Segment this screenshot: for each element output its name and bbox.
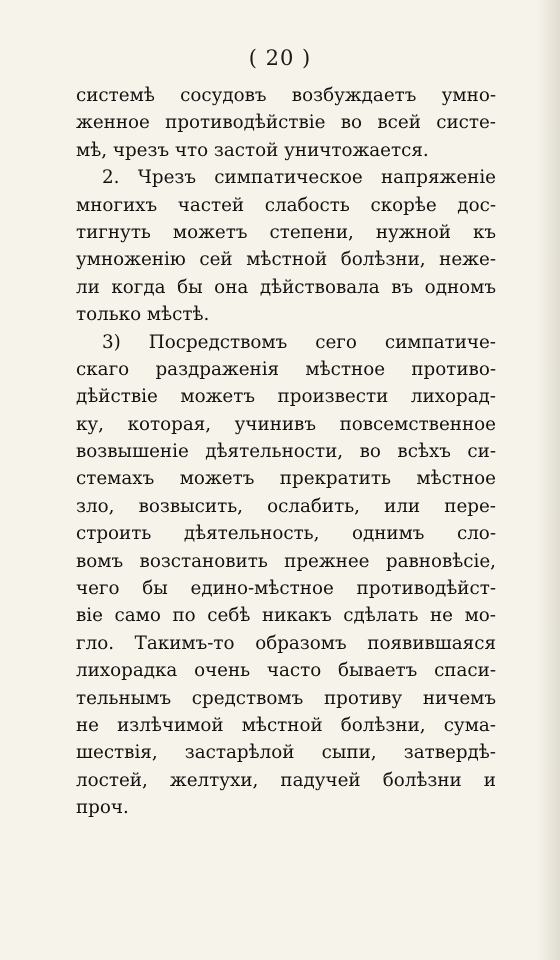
body-text (76, 82, 496, 822)
text-line: дѣйствіе можетъ произвести лихорад- (76, 386, 496, 408)
text-line: тигнуть можетъ степени, нужной къ (76, 221, 496, 243)
text-line: віе само по себѣ никакъ сдѣлать не мо- (76, 605, 496, 627)
text-line: женное противодѣйствіе во всей систе- (76, 112, 496, 134)
text-line: чего бы едино-мѣстное противодѣйст- (76, 578, 496, 600)
text-line: шествія, застарѣлой сыпи, затвердѣ- (76, 742, 496, 764)
text-line: умноженію сей мѣстной болѣзни, неже- (76, 249, 496, 271)
text-line: лостей, желтухи, падучей болѣзни и (76, 769, 496, 791)
text-line: ли когда бы она дѣйствовала въ одномъ (76, 276, 496, 298)
text-line: тельнымъ средствомъ противу ничемъ (76, 687, 496, 709)
page-number: ( 20 ) (248, 46, 312, 70)
text-line: системѣ сосудовъ возбуждаетъ умно- (76, 85, 496, 106)
text-line: скаго раздраженія мѣстное противо- (76, 358, 496, 380)
text-line: лихорадка очень часто бываетъ спаси- (76, 660, 496, 682)
text-line: зло, возвысить, ослабить, или пере- (76, 495, 496, 517)
text-line: многихъ частей слабость скорѣе дос- (76, 194, 496, 216)
text-line: не излѣчимой мѣстной болѣзни, сума- (76, 714, 496, 736)
text-line: ку, которая, учинивъ повсемственное (76, 413, 496, 435)
text-line: возвышеніе дѣятельности, во всѣхъ си- (76, 441, 496, 463)
text-line: гло. Такимъ-то образомъ появившаяся (76, 632, 496, 654)
page-edge-shadow (538, 0, 560, 960)
paragraph-start-3: 3) Посредствомъ сего симпатиче- (102, 331, 496, 353)
text-line: вомъ возстановить прежнее равновѣсіе, (76, 550, 496, 572)
text-line: строить дѣятельность, однимъ сло- (76, 523, 496, 545)
text-line: мѣ, чрезъ что застой уничтожается. (76, 139, 429, 161)
paragraph-start-2: 2. Чрезъ симпатическое напряженіе (102, 167, 496, 189)
text-line: проч. (76, 797, 129, 819)
text-line: только мѣстѣ. (76, 304, 210, 326)
text-line: стемахъ можетъ прекратить мѣстное (76, 468, 496, 490)
